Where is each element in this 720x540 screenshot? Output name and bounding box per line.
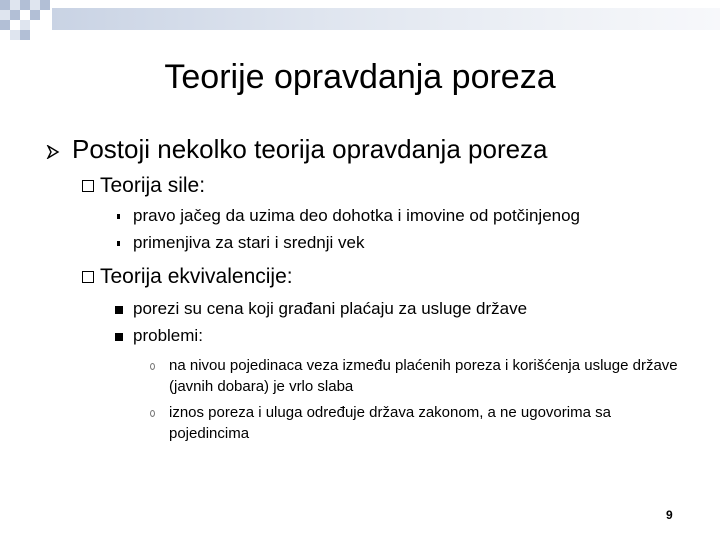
sub-list-item: na nivou pojedinaca veza između plaćenih poreza i korišćenja usluge države (javnih dobara) je vrlo slaba — [169, 357, 678, 395]
list-item: porezi su cena koji građani plaćaju za usluge države — [133, 299, 528, 318]
deco-square — [20, 30, 30, 40]
deco-square — [10, 0, 20, 10]
deco-square — [10, 10, 20, 20]
arrow-bullet-icon — [46, 145, 60, 159]
square-bullet-icon — [115, 333, 123, 341]
small-bullet-icon — [117, 214, 120, 219]
deco-square — [10, 30, 20, 40]
deco-square — [30, 0, 40, 10]
checkbox-bullet-icon — [82, 180, 94, 192]
deco-square — [0, 20, 10, 30]
group-heading-ekvivalencije: Teorija ekvivalencije: — [100, 265, 293, 288]
sub-list-item: iznos poreza i uluga određuje država zakonom, a ne ugovorima sa pojedincima — [169, 404, 611, 442]
checkbox-bullet-icon — [82, 271, 94, 283]
deco-square — [20, 20, 30, 30]
deco-square — [0, 0, 10, 10]
group-heading-sile: Teorija sile: — [100, 174, 206, 197]
list-item: primenjiva za stari i srednji vek — [133, 233, 365, 252]
list-item: pravo jačeg da uzima deo dohotka i imovine od potčinjenog — [133, 206, 581, 225]
square-bullet-icon — [115, 306, 123, 314]
circle-bullet-icon — [150, 410, 155, 417]
header-decoration — [0, 0, 720, 44]
list-item: problemi: — [133, 326, 203, 345]
small-bullet-icon — [117, 241, 120, 246]
bullet-level1: Postoji nekolko teorija opravdanja poreza — [72, 134, 548, 164]
circle-bullet-icon — [150, 363, 155, 370]
deco-square — [40, 0, 50, 10]
deco-square — [20, 0, 30, 10]
deco-square — [30, 10, 40, 20]
page-number: 9 — [666, 508, 673, 522]
header-gradient-bar — [52, 8, 720, 30]
slide-title: Teorije opravdanja poreza — [164, 58, 556, 96]
deco-square — [0, 10, 10, 20]
